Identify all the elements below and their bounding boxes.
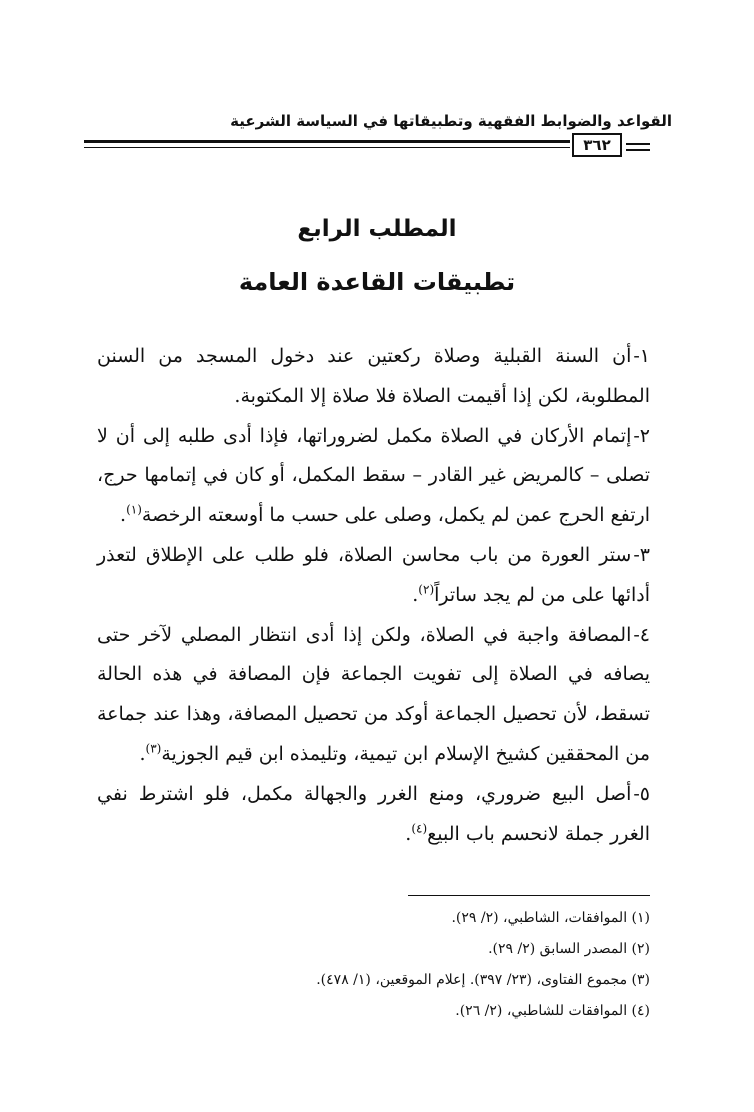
paragraph-number: ٤- bbox=[633, 623, 650, 646]
paragraph-number: ٢- bbox=[633, 424, 650, 447]
paragraph-text: ستر العورة من باب محاسن الصلاة، فلو طلب على الإطلاق لتعذر أدائها على من لم يجد ساتراً bbox=[97, 543, 650, 606]
paragraph-number: ٥- bbox=[633, 782, 650, 805]
paragraph-1 bbox=[97, 337, 650, 417]
section-heading: المطلب الرابع bbox=[297, 216, 457, 242]
paragraph-4: ٤-المصافة واجبة في الصلاة، ولكن إذا أدى انتظار المصلي لآخر حتى يصافه في الصلاة إلى تفويت الجماعة فإن المصافة في هذه الحالة تسقط، لأن تحصيل الجماعة أوكد من تحصيل المصافة، وهذا عند جماعة من المحققين كشيخ الإسلام ابن تيمية، وتليمذه ابن قيم الجوزية$^{(٣)}$. bbox=[97, 623, 650, 765]
paragraph-number: ١- bbox=[633, 345, 650, 367]
body-text bbox=[97, 337, 650, 854]
running-header-title: القواعد والضوابط الفقهية وتطبيقاتها في السياسة الشرعية bbox=[230, 112, 672, 130]
page-number: ٣٦٢ bbox=[572, 133, 622, 157]
footnote-reference[interactable]: (١) bbox=[126, 502, 142, 517]
paragraph-text: أصل البيع ضروري، ومنع الغرر والجهالة مكمل، فلو اشترط نفي الغرر جملة لانحسم باب البيع bbox=[97, 782, 650, 845]
footnote-1: (١) الموافقات، الشاطبي، (٢/ ٢٩). bbox=[451, 910, 650, 926]
paragraph-number: ٣- bbox=[633, 543, 650, 566]
header-rule-short-bottom bbox=[626, 149, 650, 151]
paragraph-2: ٢-إتمام الأركان في الصلاة مكمل لضروراتها، فإذا أدى طلبه إلى أن لا تصلى – كالمريض غير القادر – سقط المكمل، أو كان في إتمامها حرج، ارتفع الحرج عمن لم يكمل، وصلى على حسب ما أوسعته الرخصة$^{(١)}$. bbox=[97, 424, 650, 527]
header-rule-thin bbox=[84, 147, 570, 148]
footnote-2: (٢) المصدر السابق (٢/ ٢٩). bbox=[488, 941, 650, 957]
paragraph-text: أن السنة القبلية وصلاة ركعتين عند دخول المسجد من السنن المطلوبة، لكن إذا أقيمت الصلاة فلا صلاة إلا المكتوبة. bbox=[97, 345, 650, 407]
paragraph-text: المصافة واجبة في الصلاة، ولكن إذا أدى انتظار المصلي لآخر حتى يصافه في الصلاة إلى تفويت الجماعة فإن المصافة في هذه الحالة تسقط، لأن تحصيل الجماعة أوكد من تحصيل المصافة، وهذا عند جماعة من المحققين كشيخ الإسلام ابن تيمية، وتليمذه ابن قيم الجوزية bbox=[97, 623, 650, 765]
header-rule-short-top bbox=[626, 143, 650, 145]
footnotes bbox=[90, 903, 650, 1027]
paragraph-5: ٥-أصل البيع ضروري، ومنع الغرر والجهالة مكمل، فلو اشترط نفي الغرر جملة لانحسم باب البيع$^{(٤)}$. bbox=[97, 782, 650, 845]
footnote-reference[interactable]: (٢) bbox=[418, 582, 435, 597]
footnote-4: (٤) الموافقات للشاطبي، (٢/ ٢٦). bbox=[455, 1003, 650, 1019]
section-subheading: تطبيقات القاعدة العامة bbox=[238, 268, 516, 296]
footnote-3: (٣) مجموع الفتاوى، (٢٣/ ٣٩٧). إعلام الموقعين، (١/ ٤٧٨). bbox=[316, 972, 650, 988]
footnote-reference[interactable]: (٣) bbox=[145, 741, 162, 756]
footnote-reference[interactable]: (٤) bbox=[411, 821, 428, 836]
header-rule-thick bbox=[84, 140, 570, 143]
paragraph-3: ٣-ستر العورة من باب محاسن الصلاة، فلو طلب على الإطلاق لتعذر أدائها على من لم يجد ساتراً$^{(٢)}$. bbox=[97, 543, 650, 606]
paragraph-text: إتمام الأركان في الصلاة مكمل لضروراتها، فإذا أدى طلبه إلى أن لا تصلى – كالمريض غير القادر – سقط المكمل، أو كان في إتمامها حرج، ارتفع الحرج عمن لم يكمل، وصلى على حسب ما أوسعته الرخصة bbox=[97, 424, 650, 527]
footnote-separator bbox=[408, 895, 650, 896]
